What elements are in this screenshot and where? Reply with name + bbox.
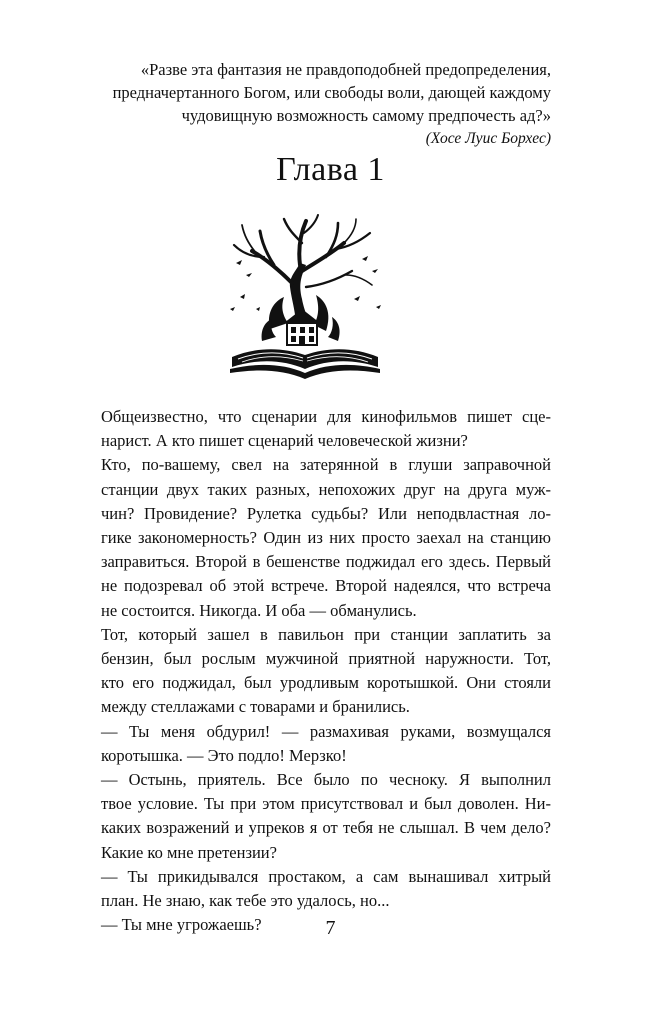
text-line: бензин, был рослым мужчиной приятной наружности. Тот, (101, 649, 551, 669)
epigraph-author: (Хосе Луис Борхес) (425, 130, 551, 147)
text-line: кто его поджидал, был уродливым коротышкой. Они стояли (101, 673, 551, 693)
text-line: план. Не знаю, как тебе это удалось, но... (101, 891, 390, 911)
page-number: 7 (325, 917, 336, 939)
text-line: — Ты мне угрожаешь? (101, 915, 262, 935)
text-line: гике закономерность? Один из них просто заехал на станцию (101, 528, 551, 548)
text-line: Какие ко мне претензии? (101, 842, 277, 862)
paragraph (80, 623, 551, 720)
text-line: между стеллажами с товарами и бранились. (101, 697, 410, 717)
epigraph (80, 58, 551, 150)
text-line: нарист. А кто пишет сценарий человеческой жизни? (101, 431, 468, 451)
text-line: каких возражений и упреков я от тебя не слышал. В чем дело? (101, 818, 551, 838)
text-line: твое условие. Ты при этом присутствовал и был доволен. Ни- (101, 794, 551, 814)
text-line: Тот, который зашел в павильон при станции заплатить за (101, 624, 551, 644)
text-line: — Ты меня обдурил! — размахивая руками, возмущался (101, 721, 551, 741)
paragraph (80, 720, 551, 768)
chapter-body (80, 405, 551, 937)
epigraph-line: предначертанного Богом, или свободы воли, дающей каждому (112, 83, 551, 102)
text-line: заправиться. Второй в бешенстве поджидал его здесь. Первый (101, 552, 551, 572)
text-line: коротышка. — Это подло! Мерзко! (101, 745, 347, 765)
text-line: не состоится. Никогда. И оба — обманулись. (101, 600, 417, 620)
paragraph (80, 405, 551, 453)
text-line: Общеизвестно, что сценарии для кинофильмов пишет сце- (101, 407, 551, 426)
epigraph-line: чудовищную возможность самому предпочесть ад?» (181, 106, 551, 125)
tree-house-book-icon (226, 213, 384, 383)
paragraph (80, 768, 551, 865)
text-line: — Остынь, приятель. Все было по чесноку. Я выполнил (101, 770, 551, 790)
paragraph (80, 865, 551, 913)
chapter-title: Глава 1 (276, 151, 385, 188)
epigraph-line: «Разве эта фантазия не правдоподобней предопределения, (140, 60, 551, 79)
text-line: — Ты прикидывался простаком, а сам вынашивал хитрый (101, 866, 551, 886)
paragraph (80, 453, 551, 622)
text-line: чин? Провидение? Рулетка судьбы? Или неподвластная ло- (101, 503, 551, 523)
text-line: Кто, по-вашему, свел на затерянной в глуши заправочной (101, 455, 551, 475)
text-line: не подозревал об этой встрече. Второй надеялся, что встреча (101, 576, 551, 596)
text-line: станции двух таких разных, непохожих друг на друга муж- (101, 479, 551, 499)
